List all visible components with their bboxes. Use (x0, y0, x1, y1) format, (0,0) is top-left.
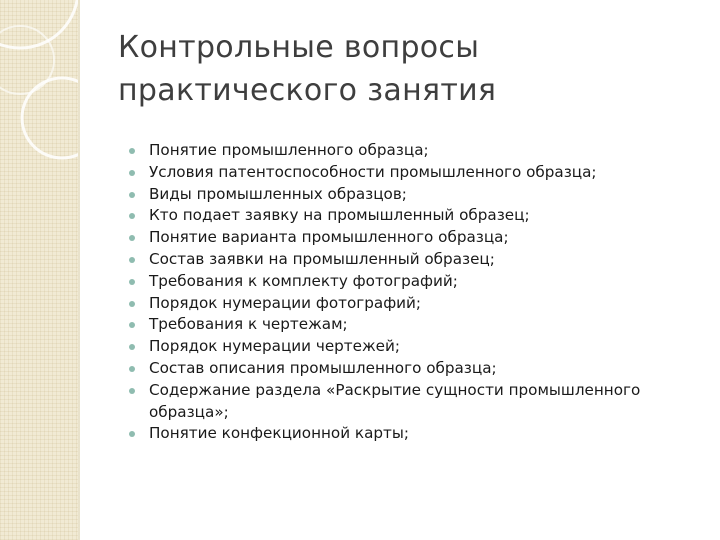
list-item-text: Кто подает заявку на промышленный образец; (149, 206, 530, 225)
list-item-text: Состав описания промышленного образца; (149, 358, 497, 377)
decorative-circles-graphic (0, 0, 78, 540)
list-item (129, 314, 699, 336)
list-item (129, 293, 699, 315)
slide-title-line-1: Контрольные вопросы (118, 30, 480, 65)
bullet-icon (129, 301, 135, 307)
list-item (129, 162, 699, 184)
slide-title-line-2: практического занятия (118, 73, 497, 108)
strip-divider (78, 0, 80, 540)
bullet-icon (129, 344, 135, 350)
list-item (129, 358, 699, 380)
bullet-icon (129, 322, 135, 328)
list-item-text: Понятие конфекционной карты; (149, 424, 409, 443)
list-item-text: Содержание раздела «Раскрытие сущности промышленного образца»; (149, 380, 641, 421)
list-item-text: Состав заявки на промышленный образец; (149, 249, 495, 268)
bullet-icon (129, 279, 135, 285)
list-item-text: Условия патентоспособности промышленного образца; (149, 162, 597, 181)
bullet-icon (129, 388, 135, 394)
bullet-icon (129, 192, 135, 198)
questions-list (129, 140, 699, 445)
slide-title (118, 26, 698, 112)
list-item (129, 336, 699, 358)
bullet-icon (129, 257, 135, 263)
list-item-text: Порядок нумерации чертежей; (149, 337, 401, 356)
bullet-icon (129, 431, 135, 437)
bullet-icon (129, 170, 135, 176)
list-item-text: Понятие варианта промышленного образца; (149, 228, 509, 247)
list-item-text: Требования к чертежам; (149, 315, 348, 334)
list-item (129, 380, 699, 424)
list-item (129, 227, 699, 249)
bullet-icon (129, 366, 135, 372)
list-item-text: Порядок нумерации фотографий; (149, 293, 422, 312)
bullet-icon (129, 213, 135, 219)
bullet-icon (129, 148, 135, 154)
list-item (129, 249, 699, 271)
list-item (129, 271, 699, 293)
list-item (129, 140, 699, 162)
list-item-text: Требования к комплекту фотографий; (149, 271, 458, 290)
bullet-icon (129, 235, 135, 241)
list-item-text: Виды промышленных образцов; (149, 184, 407, 203)
list-item (129, 184, 699, 206)
list-item-text: Понятие промышленного образца; (149, 141, 429, 159)
decorative-side-strip (0, 0, 78, 540)
list-item (129, 205, 699, 227)
list-item (129, 423, 699, 445)
